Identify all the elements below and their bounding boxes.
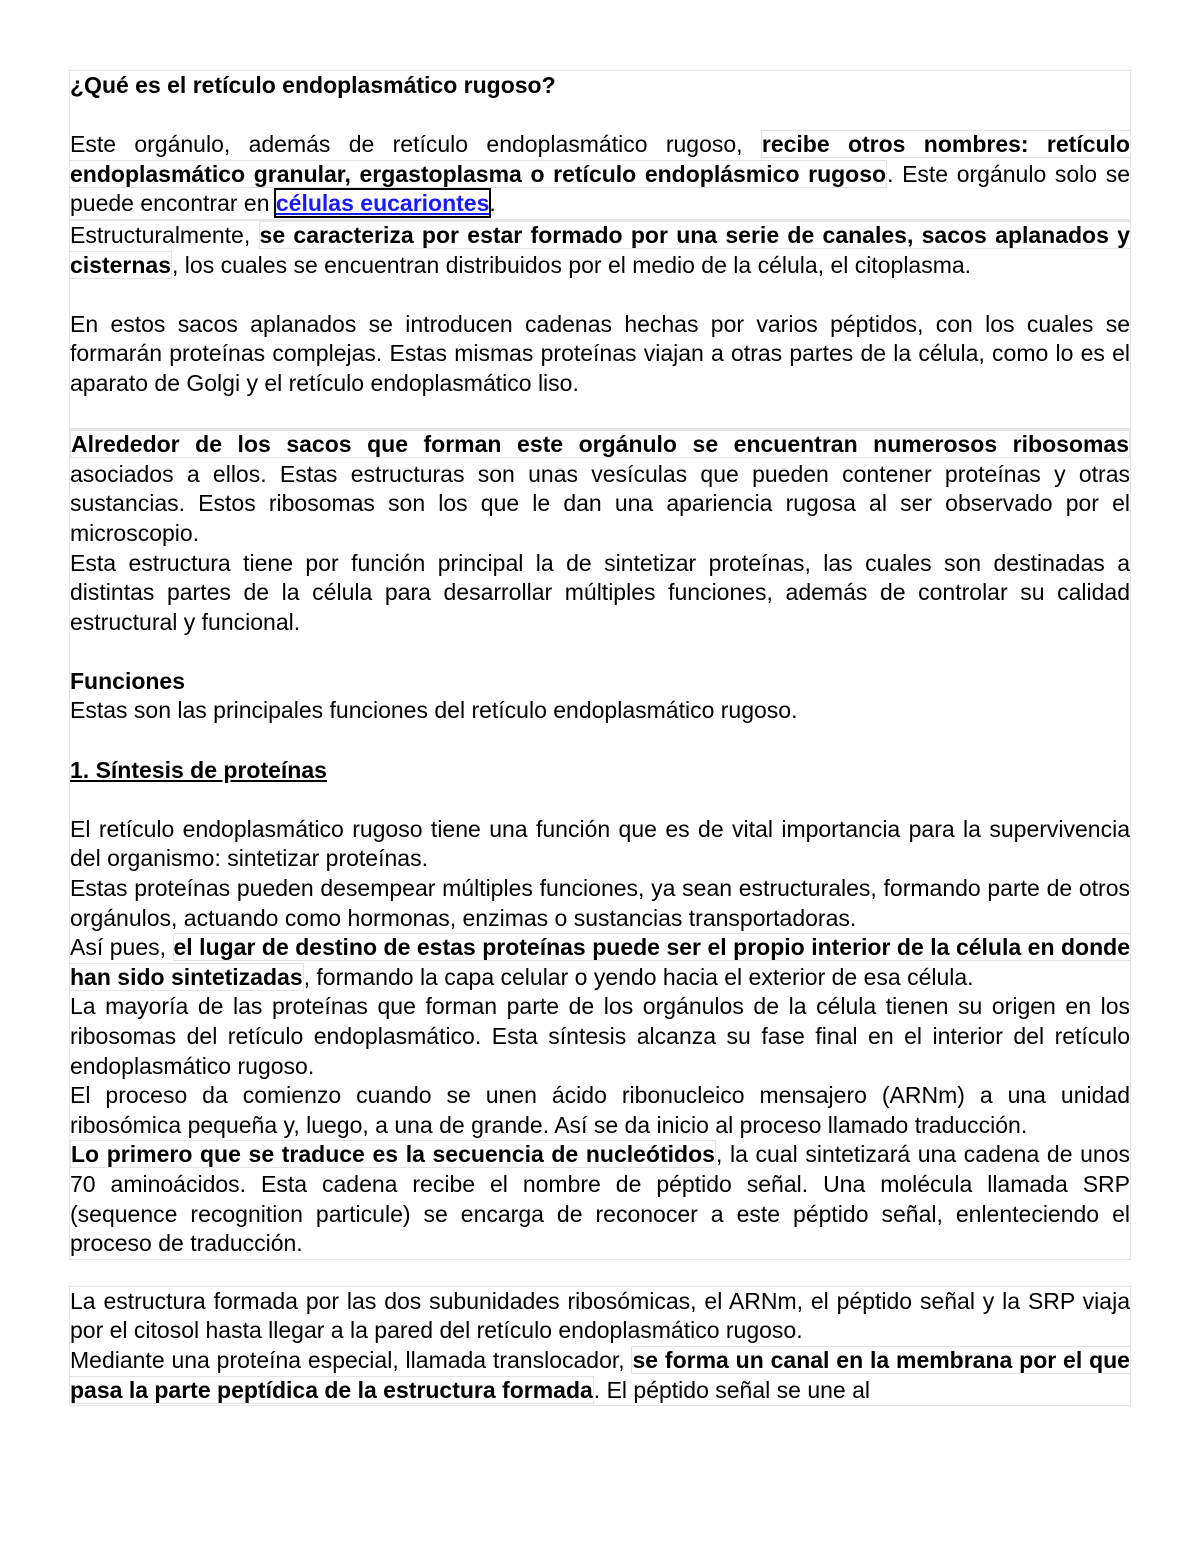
blank-line xyxy=(70,785,1130,815)
document-page xyxy=(70,70,1130,1406)
paragraph-text: , formando la capa celular o yendo hacia el exterior de esa célula. xyxy=(303,963,974,990)
heading-funciones: Funciones xyxy=(70,667,186,694)
structure-section xyxy=(69,220,1131,429)
blank-line xyxy=(70,726,1130,756)
paragraph-origin: La mayoría de las proteínas que forman parte de los orgánulos de la célula tienen su origen en los ribosomas del retículo endoplasmático. Esta síntesis alcanza su fase final en el interior del retículo endoplasmático rugoso. xyxy=(70,993,1130,1079)
intro-section xyxy=(69,70,1131,220)
section-gap xyxy=(70,1260,1130,1286)
paragraph-ribosomes xyxy=(70,430,1130,548)
paragraph-vital: El retículo endoplasmático rugoso tiene una función que es de vital importancia para la supervivencia del organismo: sintetizar proteínas. xyxy=(70,815,1130,872)
paragraph-functions-intro: Estas son las principales funciones del retículo endoplasmático rugoso. xyxy=(70,697,798,724)
ribosomes-section xyxy=(69,429,1131,1260)
paragraph-structure xyxy=(70,221,1130,280)
paragraph-destination xyxy=(70,933,1130,992)
page-title: ¿Qué es el retículo endoplasmático rugoso? xyxy=(70,72,556,98)
subheading-protein-synthesis: 1. Síntesis de proteínas xyxy=(70,756,327,783)
highlighted-text: el lugar de destino de estas proteínas puede ser el propio interior de la célula en donde han sido sintetizadas xyxy=(70,934,1130,990)
paragraph-text: , los cuales se encuentran distribuidos por el medio de la célula, el citoplasma. xyxy=(172,251,972,278)
highlighted-text: recibe otros nombres: retículo endoplasmático granular, ergastoplasma o retículo endoplásmico rugoso xyxy=(70,131,1130,187)
paragraph-text: . Este orgánulo solo se puede encontrar en xyxy=(70,160,1130,217)
paragraph-text: Mediante una proteína especial, llamada translocador, xyxy=(70,1346,632,1373)
paragraph-sacs: En estos sacos aplanados se introducen cadenas hechas por varios péptidos, con los cuales se formarán proteínas complejas. Estas mismas proteínas viajan a otras partes de la célula, como lo es el aparato de Golgi y el retículo endoplasmático liso. xyxy=(70,310,1130,396)
paragraph-process: El proceso da comienzo cuando se unen ácido ribonucleico mensajero (ARNm) a una unidad ribosómica pequeña y, luego, a una de grande. Así se da inicio al proceso llamado traducción. xyxy=(70,1082,1130,1138)
paragraph-translation xyxy=(70,1140,1130,1258)
paragraph-translocator xyxy=(70,1346,1130,1405)
highlighted-text: se forma un canal en la membrana por el que pasa la parte peptídica de la estructura formada xyxy=(70,1346,1130,1403)
paragraph-text: . El péptido señal se une al xyxy=(593,1376,870,1403)
blank-line xyxy=(70,280,1130,310)
highlighted-text: Lo primero que se traduce es la secuencia de nucleótidos xyxy=(71,1141,715,1168)
paragraph-text: , la cual sintetizará una cadena de unos 70 aminoácidos. Esta cadena recibe el nombre de péptido señal. Una molécula llamada SRP (sequence recognition particule) se encarga de reconocer a este péptido señal, enlenteciendo el proceso de traducción. xyxy=(70,1141,1130,1257)
blank-line xyxy=(70,399,1130,429)
paragraph-function: Esta estructura tiene por función principal la de sintetizar proteínas, las cuales son destinadas a distintas partes de la célula para desarrollar múltiples funciones, además de controlar su calidad estructural y funcional. xyxy=(70,549,1130,635)
paragraph-roles: Estas proteínas pueden desempear múltiples funciones, ya sean estructurales, formando parte de otros orgánulos, actuando como hormonas, enzimas o sustancias transportadoras. xyxy=(70,875,1130,931)
eukaryotic-cells-link[interactable]: células eucariontes xyxy=(275,190,490,217)
paragraph-text: Así pues, xyxy=(70,934,173,961)
blank-line xyxy=(70,101,1130,131)
paragraph-text: Este orgánulo, además de retículo endoplasmático rugoso, xyxy=(70,131,761,158)
blank-line xyxy=(70,637,1130,667)
transport-section xyxy=(69,1286,1131,1406)
paragraph-text: asociados a ellos. Estas estructuras son unas vesículas que pueden contener proteínas y otras sustancias. Estos ribosomas son los que le dan una apariencia rugosa al ser observado por el microscopio. xyxy=(70,460,1130,546)
paragraph-text: . xyxy=(489,190,496,217)
paragraph-transport: La estructura formada por las dos subunidades ribosómicas, el ARNm, el péptido señal y la SRP viaja por el citosol hasta llegar a la pared del retículo endoplasmático rugoso. xyxy=(70,1287,1130,1344)
paragraph-names xyxy=(70,130,1130,219)
highlighted-text: se caracteriza por estar formado por una serie de canales, sacos aplanados y cisternas xyxy=(70,221,1130,278)
paragraph-text: Estructuralmente, xyxy=(70,221,259,248)
highlighted-text: Alrededor de los sacos que forman este orgánulo se encuentran numerosos ribosomas xyxy=(71,431,1129,458)
